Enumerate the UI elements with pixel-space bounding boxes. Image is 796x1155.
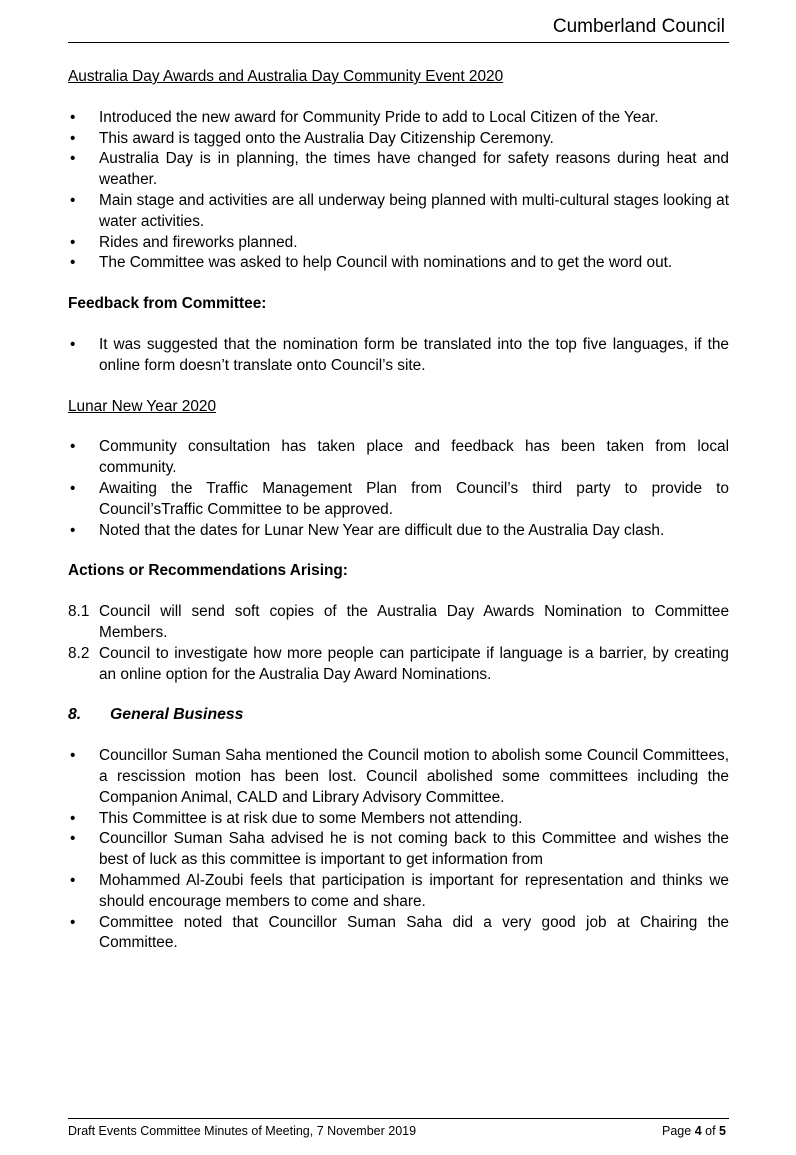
list-item (68, 871, 729, 913)
bullet-icon: • (70, 254, 76, 272)
bullet-icon: • (70, 830, 76, 848)
list-item (68, 233, 729, 254)
lunar-heading: Lunar New Year 2020 (68, 397, 217, 415)
bullet-icon: • (70, 335, 76, 353)
bullet-icon: • (70, 747, 76, 765)
list-item-text: Main stage and activities are all underway being planned with multi-cultural stages looking at water activities. (99, 191, 729, 230)
list-item (68, 437, 729, 479)
general-business-list (68, 746, 729, 954)
actions-list (68, 602, 729, 685)
page-total: 5 (719, 1124, 726, 1138)
page-label: Page (662, 1124, 692, 1138)
page-current: 4 (694, 1124, 702, 1138)
document-body (68, 67, 729, 974)
list-item-text: Introduced the new award for Community Pride to add to Local Citizen of the Year. (99, 108, 659, 126)
section-number: 8. (68, 706, 82, 724)
page-footer (68, 1118, 729, 1138)
footer-document-title: Draft Events Committee Minutes of Meeting, 7 November 2019 (68, 1124, 417, 1138)
list-item (68, 253, 729, 274)
list-item (68, 129, 729, 150)
bullet-icon: • (70, 809, 76, 827)
bullet-icon: • (70, 479, 76, 497)
bullet-icon: • (70, 129, 76, 147)
list-item-text: This Committee is at risk due to some Members not attending. (99, 809, 523, 827)
action-text: Council to investigate how more people can participate if language is a barrier, by creating an online option for the Australia Day Award Nominations. (99, 644, 729, 683)
list-item (68, 108, 729, 129)
organisation-name: Cumberland Council (552, 16, 725, 37)
awards-heading: Australia Day Awards and Australia Day Community Event 2020 (68, 68, 504, 85)
page-of: of (705, 1124, 716, 1138)
list-item-text: Councillor Suman Saha advised he is not coming back to this Committee and wishes the best of luck as this committee is important to get information from (99, 830, 729, 869)
action-item (68, 602, 729, 644)
bullet-icon: • (70, 233, 76, 251)
feedback-heading: Feedback from Committee: (68, 295, 267, 313)
list-item-text: The Committee was asked to help Council with nominations and to get the word out. (99, 254, 673, 272)
page-number (662, 1124, 726, 1138)
awards-list (68, 108, 729, 274)
action-text: Council will send soft copies of the Australia Day Awards Nomination to Committee Members. (99, 603, 729, 641)
list-item (68, 746, 729, 808)
list-item-text: Noted that the dates for Lunar New Year are difficult due to the Australia Day clash. (99, 521, 665, 539)
actions-heading: Actions or Recommendations Arising: (68, 562, 348, 580)
page-header (68, 16, 729, 43)
list-item (68, 335, 729, 377)
list-item-text: Committee noted that Councillor Suman Saha did a very good job at Chairing the Committee. (99, 913, 729, 952)
bullet-icon: • (70, 438, 76, 456)
list-item-text: Australia Day is in planning, the times have changed for safety reasons during heat and weather. (99, 150, 729, 189)
section-title: General Business (110, 706, 244, 724)
action-number: 8.1 (68, 603, 90, 621)
list-item (68, 479, 729, 521)
bullet-icon: • (70, 108, 76, 126)
list-item-text: This award is tagged onto the Australia Day Citizenship Ceremony. (99, 129, 554, 147)
list-item (68, 913, 729, 955)
list-item-text: Mohammed Al-Zoubi feels that participation is important for representation and thinks we should encourage members to come and share. (99, 871, 729, 910)
list-item-text: Awaiting the Traffic Management Plan from Council’s third party to provide to Council’sTraffic Committee to be approved. (99, 479, 729, 518)
general-business-heading (68, 705, 729, 726)
list-item-text: Councillor Suman Saha mentioned the Council motion to abolish some Council Committees, a rescission motion has been lost. Council abolished some committees including the Companion Animal, CALD and Library Advisory Committee. (99, 747, 729, 806)
bullet-icon: • (70, 191, 76, 209)
list-item (68, 521, 729, 542)
bullet-icon: • (70, 871, 76, 889)
feedback-list (68, 335, 729, 377)
action-number: 8.2 (68, 644, 90, 662)
list-item-text: Community consultation has taken place and feedback has been taken from local community. (99, 438, 729, 477)
list-item (68, 829, 729, 871)
bullet-icon: • (70, 150, 76, 168)
action-item (68, 644, 729, 686)
bullet-icon: • (70, 913, 76, 931)
lunar-list (68, 437, 729, 541)
list-item (68, 809, 729, 830)
list-item (68, 149, 729, 191)
list-item-text: Rides and fireworks planned. (99, 233, 298, 251)
list-item (68, 191, 729, 233)
list-item-text: It was suggested that the nomination form be translated into the top five languages, if the online form doesn’t translate onto Council’s site. (99, 335, 729, 374)
bullet-icon: • (70, 521, 76, 539)
